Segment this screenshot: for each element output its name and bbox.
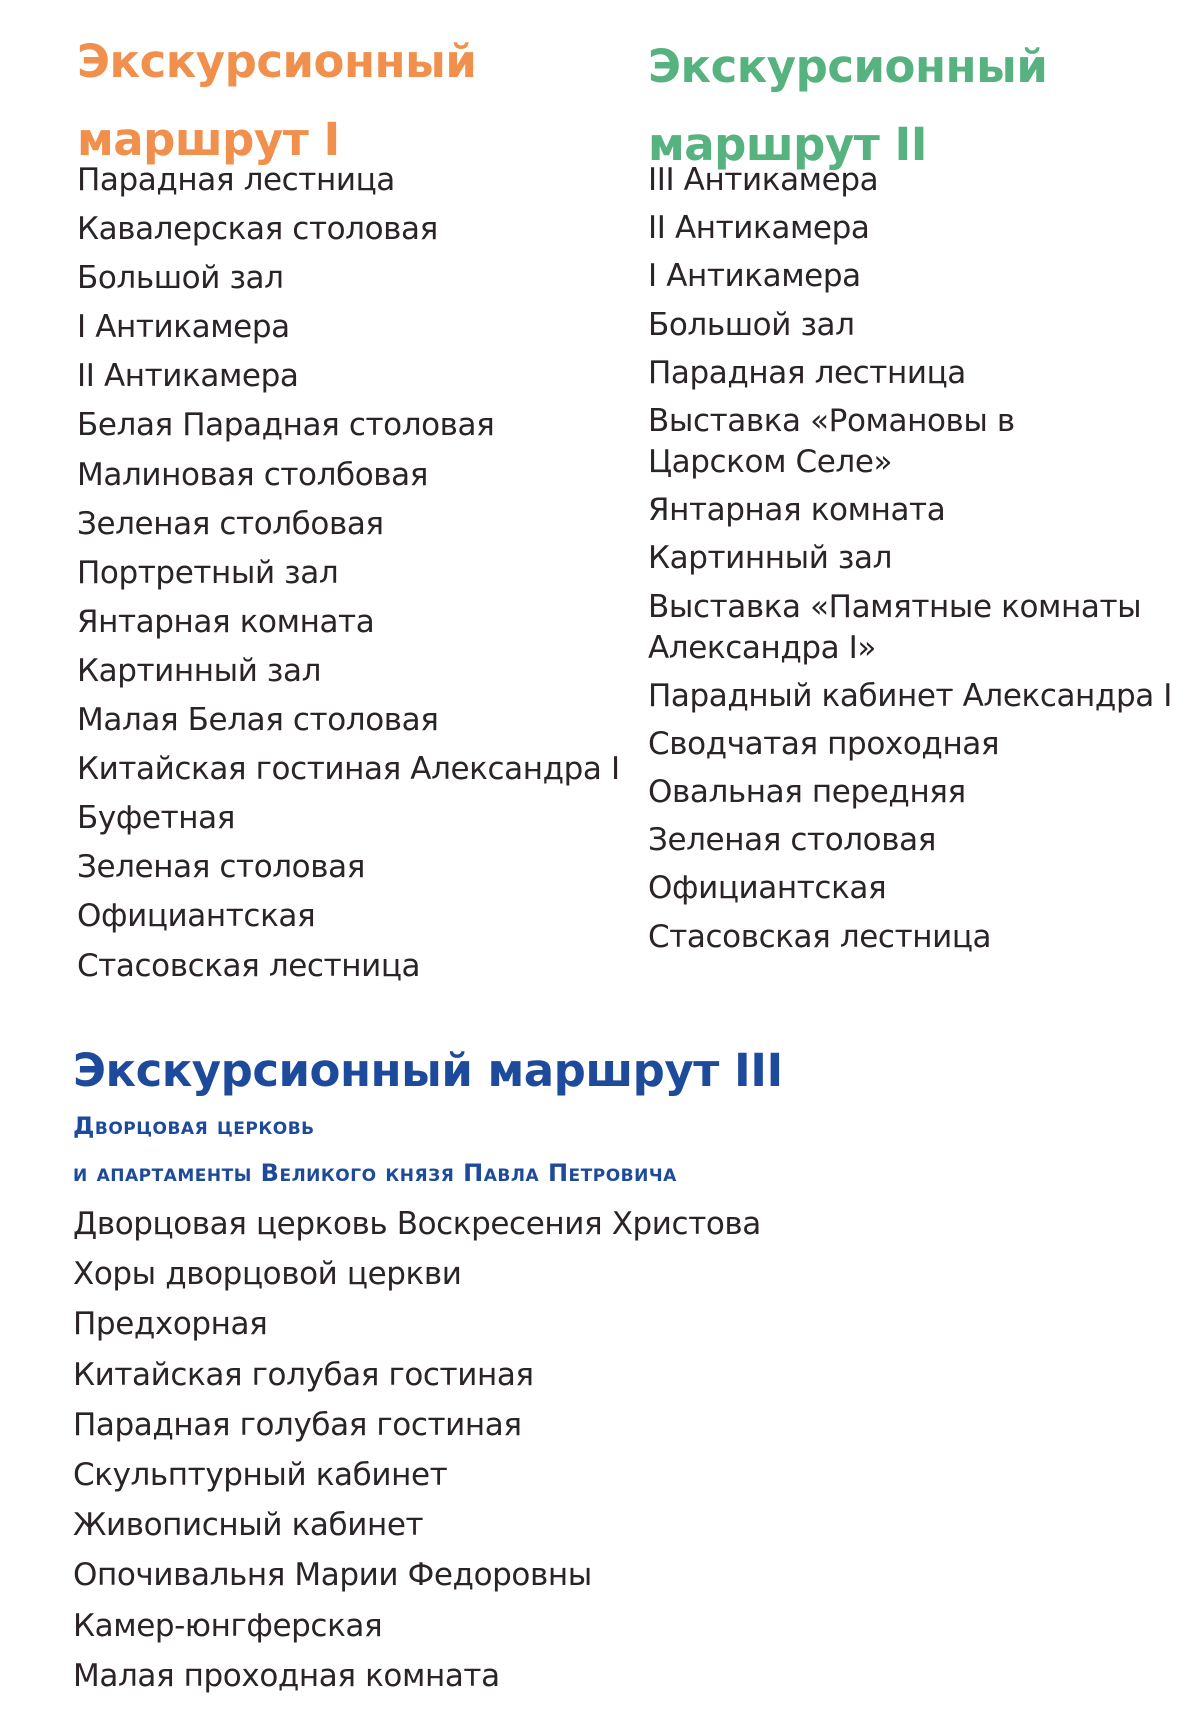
list-item: Хоры дворцовой церкви (73, 1256, 462, 1293)
route-3-subtitle-line-1: Дворцовая церковь (73, 1112, 315, 1140)
list-item: Портретный зал (77, 554, 339, 591)
list-item: II Антикамера (648, 210, 870, 247)
list-item: Кавалерская столовая (77, 211, 438, 248)
list-item: Картинный зал (77, 652, 321, 689)
list-item: Зеленая столовая (648, 822, 936, 859)
list-item: Малиновая столбовая (77, 456, 428, 493)
route-2-title-line-2: маршрут II (648, 118, 927, 171)
list-item: Опочивальня Марии Федоровны (73, 1557, 592, 1594)
list-item: Предхорная (73, 1306, 268, 1343)
list-item: Зеленая столовая (77, 849, 365, 886)
route-1-title-line-2: маршрут I (77, 113, 340, 166)
list-item: I Антикамера (648, 258, 861, 295)
list-item: Янтарная комната (77, 603, 375, 640)
list-item: Стасовская лестница (648, 918, 992, 955)
list-item: Овальная передняя (648, 774, 966, 811)
list-item: III Антикамера (648, 162, 879, 198)
route-1-title-line-1: Экскурсионный (77, 35, 477, 88)
list-item: Живописный кабинет (73, 1507, 424, 1544)
list-item: Зеленая столбовая (77, 505, 384, 542)
list-item: Большой зал (648, 306, 855, 343)
list-item: Официантская (648, 870, 887, 907)
list-item: Парадная голубая гостиная (73, 1406, 522, 1443)
list-item: Буфетная (77, 800, 235, 837)
list-item: Камер-юнгферская (73, 1607, 383, 1644)
route-3-title: Экскурсионный маршрут III (73, 1044, 783, 1097)
list-item: II Антикамера (77, 358, 299, 395)
list-item: Выставка «Памятные комнаты Александра I» (648, 588, 1142, 666)
route-1-room-list (77, 156, 620, 991)
list-item: Парадный кабинет Александра I (648, 677, 1173, 714)
list-item: Картинный зал (648, 540, 892, 577)
route-3-room-list (73, 1199, 973, 1701)
list-item: Стасовская лестница (77, 947, 421, 984)
list-item: I Антикамера (77, 309, 290, 346)
route-2-room-list (648, 160, 1188, 965)
list-item: Выставка «Романовы в Царском Селе» (648, 402, 1015, 480)
list-item: Парадная лестница (648, 354, 966, 391)
list-item: Сводчатая проходная (648, 725, 1000, 762)
list-item: Малая Белая столовая (77, 702, 439, 739)
list-item: Малая проходная комната (73, 1657, 500, 1694)
list-item: Официантская (77, 898, 316, 935)
list-item: Китайская гостиная Александра I (77, 751, 620, 788)
list-item: Белая Парадная столовая (77, 407, 495, 444)
route-2-title-line-1: Экскурсионный (648, 40, 1048, 93)
list-item: Китайская голубая гостиная (73, 1356, 534, 1393)
list-item: Дворцовая церковь Воскресения Христова (73, 1206, 761, 1242)
route-3-subtitle-line-2: и апартаменты Великого князя Павла Петровича (73, 1159, 677, 1187)
list-item: Янтарная комната (648, 492, 946, 529)
list-item: Большой зал (77, 260, 284, 297)
list-item: Парадная лестница (77, 162, 395, 198)
list-item: Скульптурный кабинет (73, 1456, 448, 1493)
